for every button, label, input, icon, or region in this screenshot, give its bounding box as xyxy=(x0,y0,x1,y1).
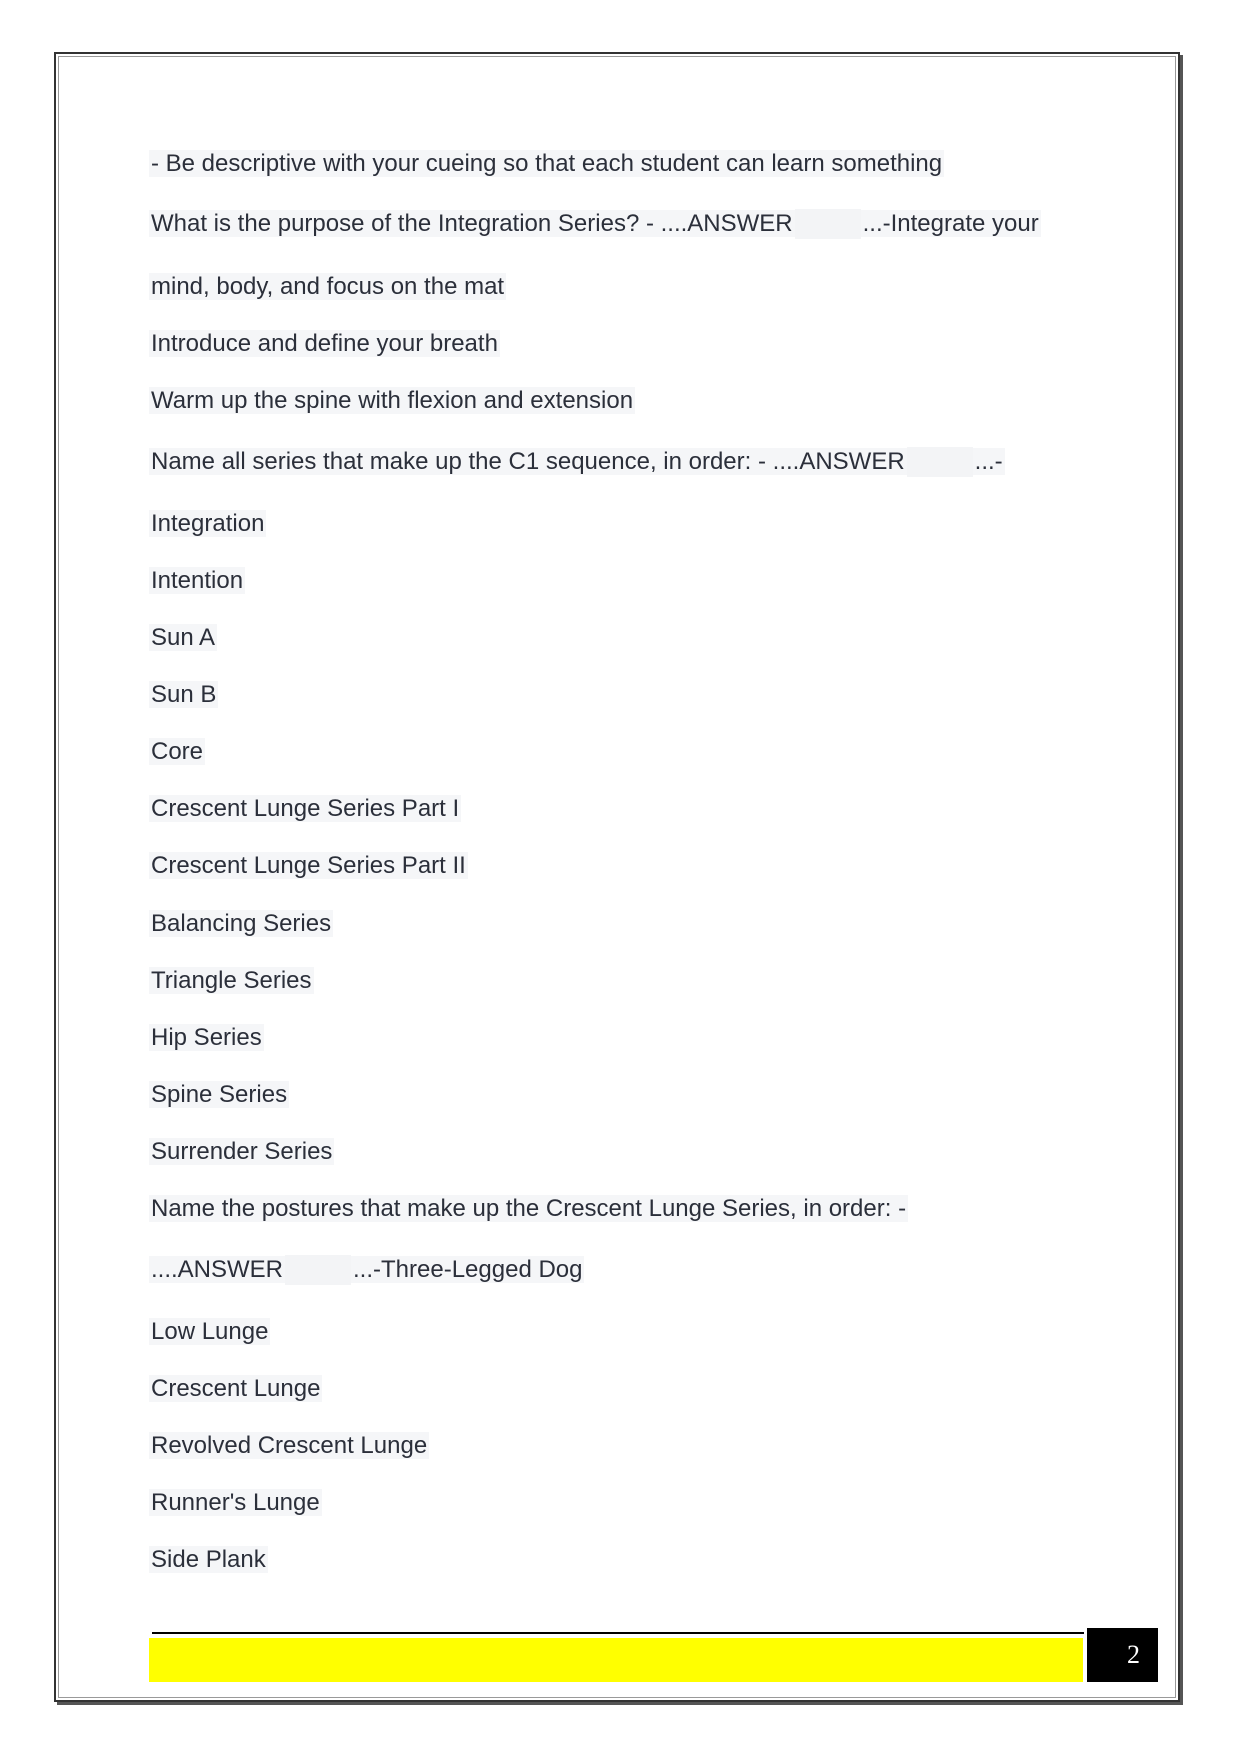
text-line: Introduce and define your breath xyxy=(151,330,498,357)
text-line: - Be descriptive with your cueing so that each student can learn something xyxy=(151,150,943,177)
text-line: Name the postures that make up the Crescent Lunge Series, in order: - xyxy=(151,1195,907,1222)
list-item: Integration xyxy=(151,510,265,537)
footer-rule xyxy=(152,1632,1084,1634)
list-item: Surrender Series xyxy=(151,1138,333,1165)
list-item: Crescent Lunge Series Part II xyxy=(151,852,466,879)
list-item: Sun B xyxy=(151,681,217,708)
text-line: What is the purpose of the Integration Series? - ....ANSWER ...-Integrate your xyxy=(151,210,1039,237)
list-item: Balancing Series xyxy=(151,910,332,937)
text-line: mind, body, and focus on the mat xyxy=(151,273,505,300)
list-item: Spine Series xyxy=(151,1081,288,1108)
list-item: Core xyxy=(151,738,204,765)
text-line: Warm up the spine with flexion and extension xyxy=(151,387,634,414)
text-line: ....ANSWER ...-Three-Legged Dog xyxy=(151,1256,583,1283)
list-item: Sun A xyxy=(151,624,216,651)
list-item: Triangle Series xyxy=(151,967,312,994)
page-number: 2 xyxy=(1087,1628,1158,1682)
list-item: Side Plank xyxy=(151,1546,266,1573)
list-item: Runner's Lunge xyxy=(151,1489,320,1516)
text-line: Name all series that make up the C1 sequence, in order: - ....ANSWER ...- xyxy=(151,448,1003,475)
list-item: Revolved Crescent Lunge xyxy=(151,1432,428,1459)
list-item: Low Lunge xyxy=(151,1318,269,1345)
list-item: Hip Series xyxy=(151,1024,262,1051)
list-item: Intention xyxy=(151,567,244,594)
list-item: Crescent Lunge Series Part I xyxy=(151,795,460,822)
footer-highlight-bar xyxy=(149,1638,1083,1682)
list-item: Crescent Lunge xyxy=(151,1375,321,1402)
